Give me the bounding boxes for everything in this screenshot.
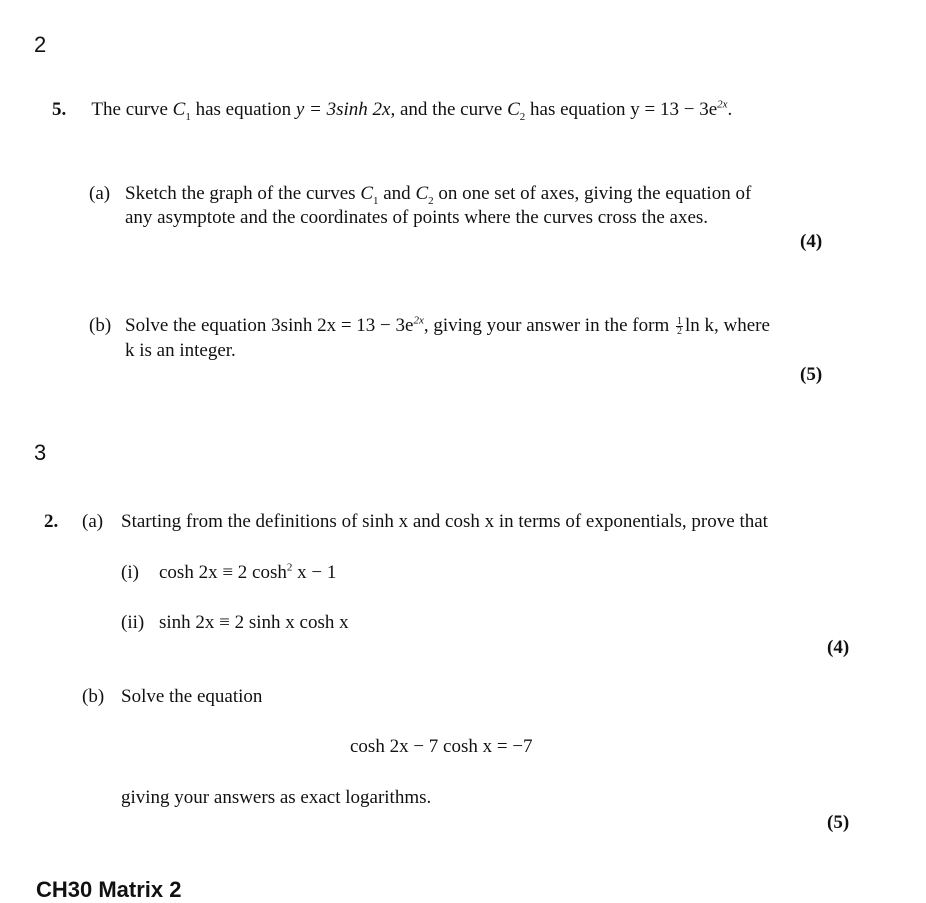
part-b-tail: giving your answers as exact logarithms. (121, 787, 432, 808)
part-a-text: Starting from the definitions of sinh x and cosh x in terms of exponentials, prove that (121, 511, 768, 532)
part-b-line1 (125, 315, 770, 337)
equation: 3sinh 2x = 13 − 3e (271, 315, 414, 336)
intro-text: The curve (91, 99, 173, 120)
curve-c2: C (507, 99, 520, 120)
part-a-line1 (125, 183, 751, 205)
marks-part-b: (5) (800, 364, 823, 385)
marks-part-a: (4) (800, 231, 823, 252)
part-a-line2: any asymptote and the coordinates of points where the curves cross the axes. (125, 207, 709, 228)
superscript: 2x (717, 98, 728, 111)
page-label: 3 (34, 440, 47, 465)
superscript: 2x (413, 314, 424, 327)
part-b-label: (b) (89, 315, 112, 336)
equation-c1: y = 3sinh 2x, (295, 99, 396, 120)
question-number: 5. (52, 99, 67, 120)
curve-c2: C (415, 183, 429, 204)
marks-part-b: (5) (827, 812, 850, 833)
equation: cosh 2x ≡ 2 cosh (159, 562, 287, 583)
intro-text: has equation (525, 99, 631, 120)
punctuation: . (727, 99, 733, 120)
subscript: 2 (519, 110, 526, 123)
text: Solve the equation (125, 315, 272, 336)
text: and (378, 183, 416, 204)
subpart-ii-label: (ii) (121, 612, 145, 633)
text: , giving your answer in the form (423, 315, 674, 336)
superscript: 2 (286, 561, 293, 574)
part-b-text: Solve the equation (121, 686, 263, 707)
denominator: 2 (676, 326, 682, 338)
part-b-line2: k is an integer. (125, 340, 236, 361)
equation-c2: y = 13 − 3e (630, 99, 718, 120)
numerator: 1 (676, 316, 682, 328)
subscript: 1 (185, 110, 191, 123)
part-a-label: (a) (89, 183, 111, 204)
text: on one set of axes, giving the equation of (433, 183, 752, 204)
subpart-i-label: (i) (121, 562, 139, 583)
curve-c1: C (360, 183, 373, 204)
question-5-intro (52, 99, 732, 121)
question-number: 2. (44, 511, 59, 532)
part-b-label: (b) (82, 686, 105, 707)
text: ln k, where (684, 315, 770, 336)
subscript: 2 (428, 194, 434, 207)
equation: x − 1 (292, 562, 337, 583)
part-a-label: (a) (82, 511, 104, 532)
part-b-equation: cosh 2x − 7 cosh x = −7 (350, 736, 533, 757)
subpart-ii-equation: sinh 2x ≡ 2 sinh x cosh x (159, 612, 349, 633)
page-label: 2 (34, 32, 47, 57)
intro-text: has equation (190, 99, 296, 120)
marks-part-a: (4) (827, 637, 850, 658)
text: Sketch the graph of the curves (125, 183, 361, 204)
subscript: 1 (373, 194, 379, 207)
fraction-one-half (676, 317, 683, 336)
footer-label-partial: CH30 Matrix 2 (36, 877, 182, 902)
intro-text: and the curve (395, 99, 508, 120)
curve-c1: C (172, 99, 186, 120)
subpart-i-equation (159, 562, 336, 584)
